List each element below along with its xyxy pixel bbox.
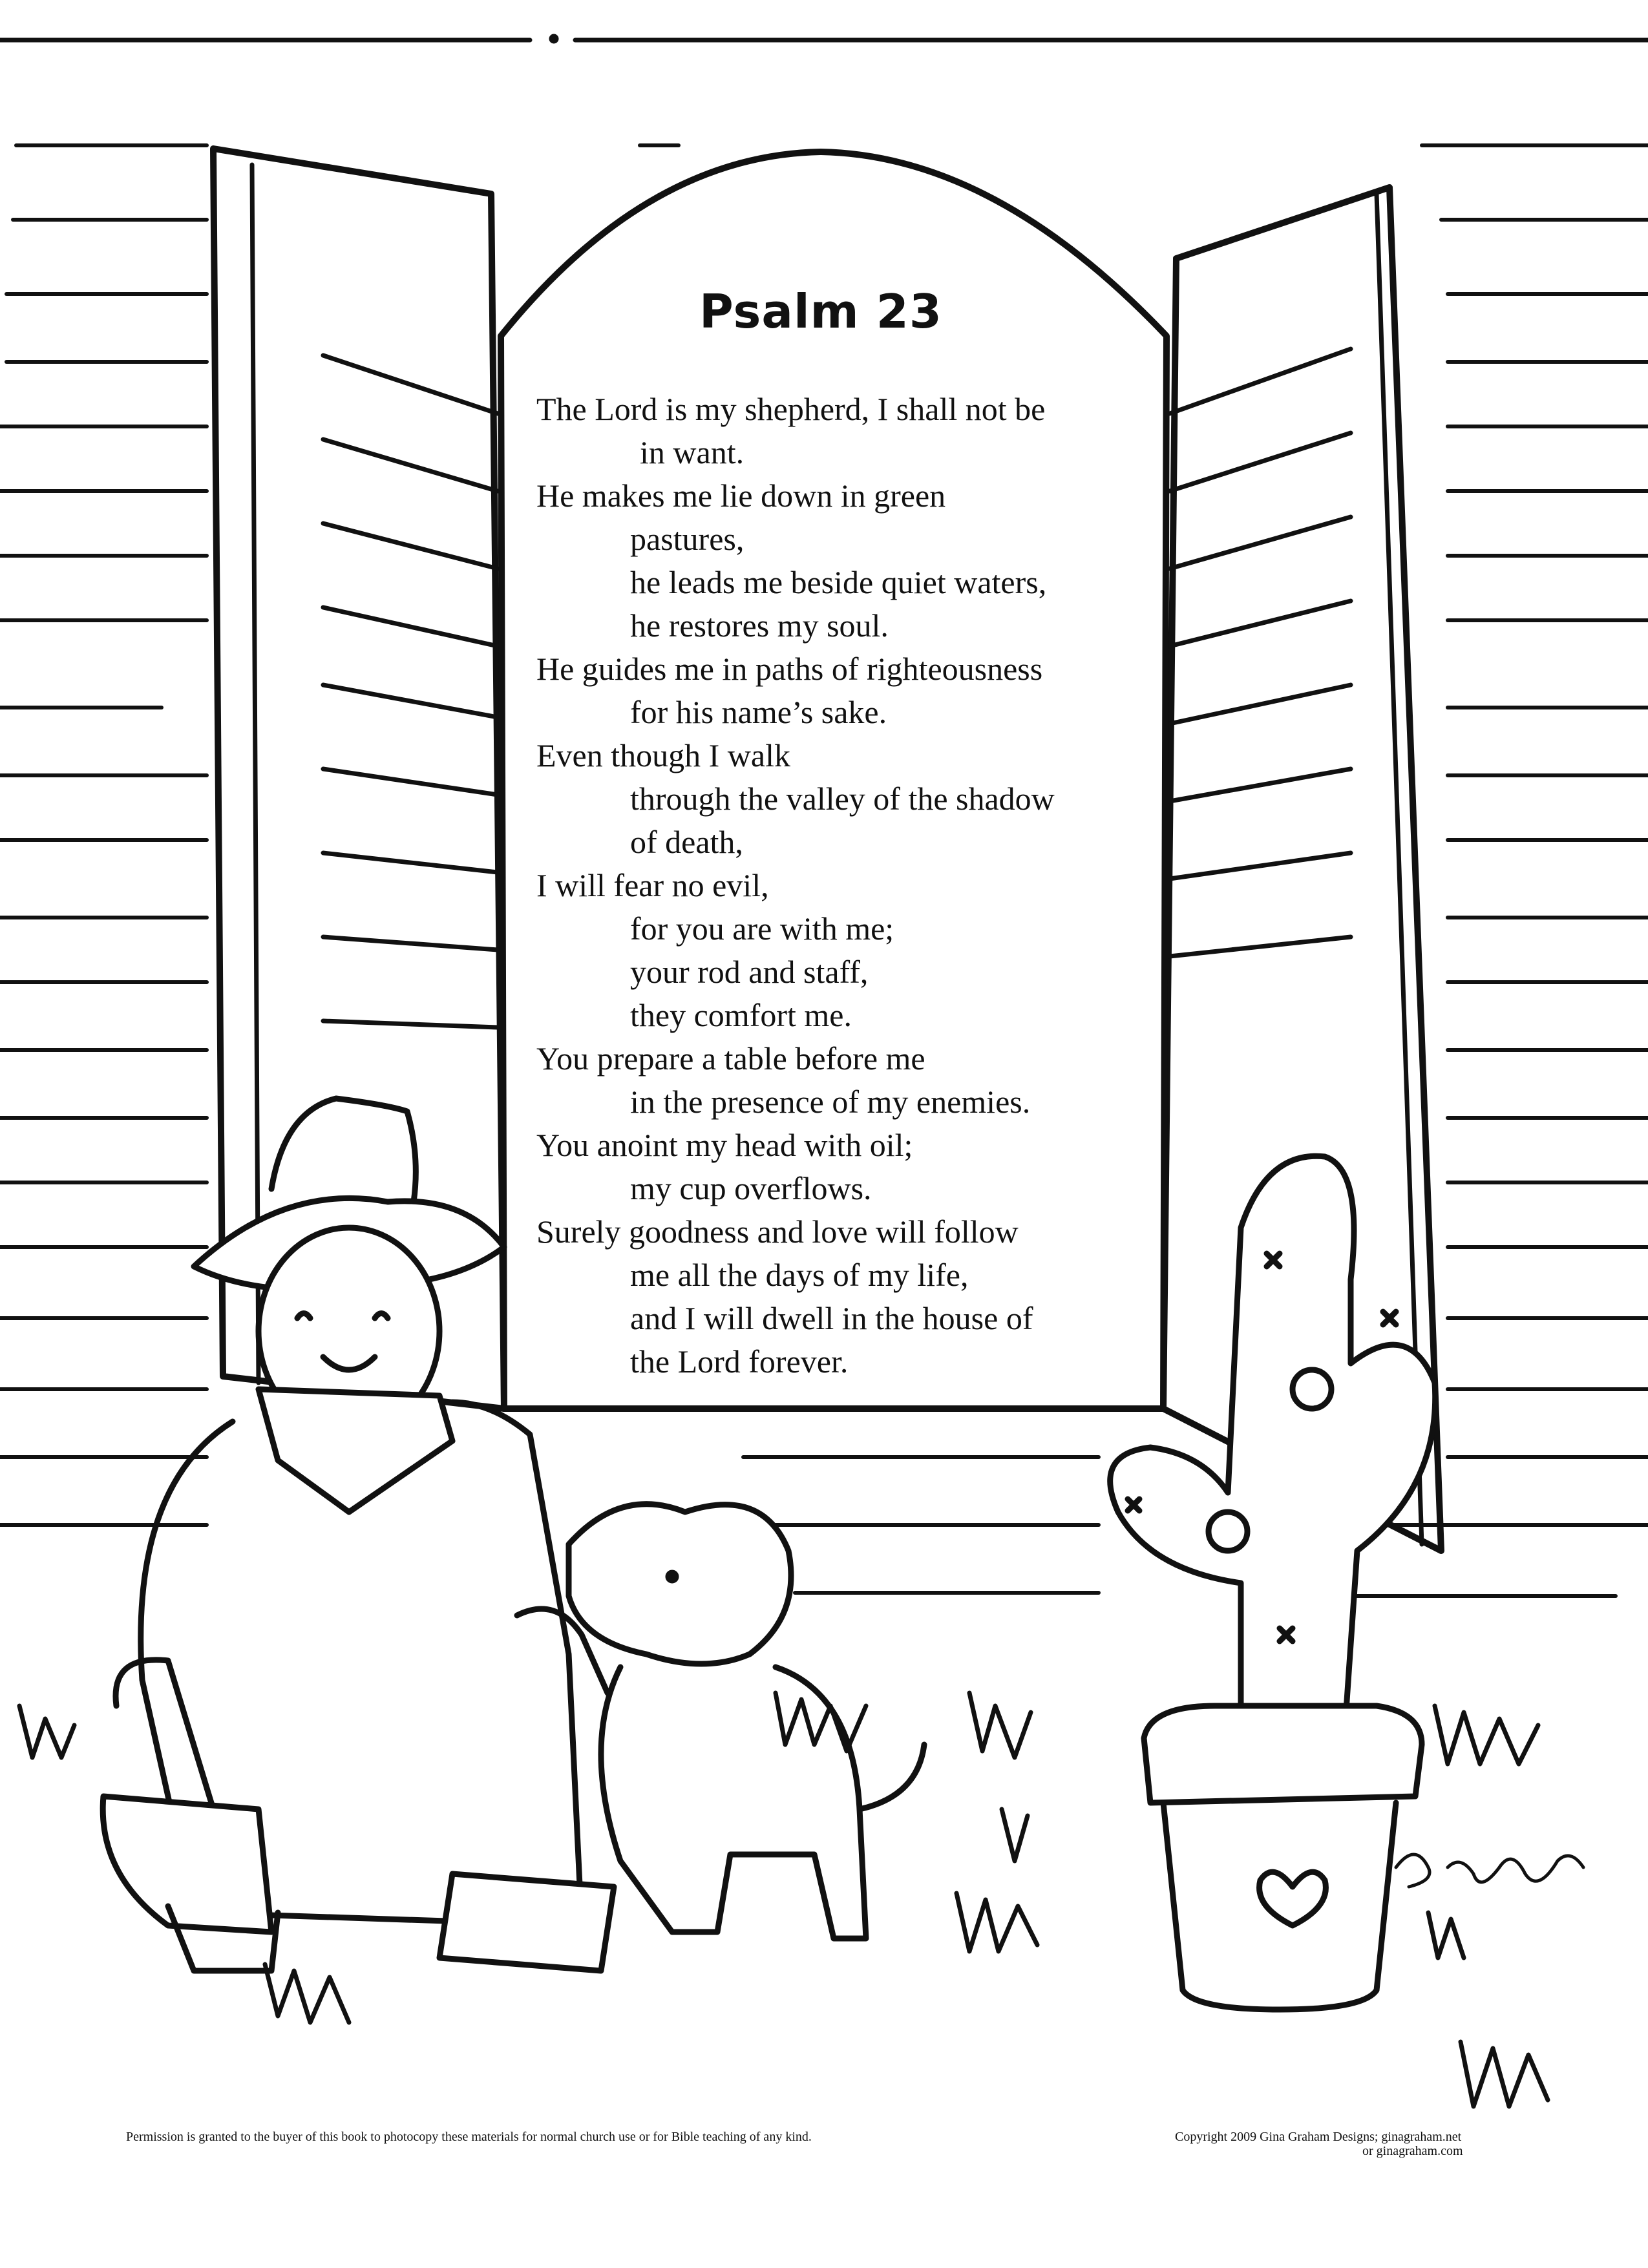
psalm-line: he leads me beside quiet waters, [630, 564, 1047, 600]
psalm-line: He makes me lie down in green [536, 478, 946, 514]
psalm-line: You anoint my head with oil; [536, 1127, 913, 1163]
psalm-line: for his name’s sake. [630, 694, 887, 730]
psalm-line: and I will dwell in the house of [630, 1300, 1033, 1336]
psalm-line: they comfort me. [630, 997, 852, 1033]
psalm-line: in want. [640, 434, 745, 470]
psalm-line: He guides me in paths of righteousness [536, 651, 1043, 687]
psalm-text [536, 388, 1170, 1383]
top-border-line [0, 36, 1648, 41]
psalm-line: the Lord forever. [630, 1343, 849, 1380]
psalm-line: You prepare a table before me [536, 1040, 925, 1076]
psalm-line: The Lord is my shepherd, I shall not be [536, 391, 1046, 427]
psalm-line: Surely goodness and love will follow [536, 1213, 1019, 1250]
psalm-line: he restores my soul. [630, 607, 889, 644]
copyright-line: Copyright 2009 Gina Graham Designs; ginagraham.net [1175, 2130, 1462, 2144]
flower-pot [1144, 1706, 1422, 2010]
psalm-line: in the presence of my enemies. [630, 1084, 1031, 1120]
psalm-line: Even though I walk [536, 737, 790, 773]
psalm-line: for you are with me; [630, 910, 894, 947]
permission-notice: Permission is granted to the buyer of this book to photocopy these materials for normal church use or for Bible teaching of any kind. [126, 2130, 812, 2144]
psalm-line: through the valley of the shadow [630, 781, 1055, 817]
psalm-line: my cup overflows. [630, 1170, 872, 1206]
copyright-notice [1175, 2130, 1463, 2158]
psalm-line: me all the days of my life, [630, 1257, 969, 1293]
psalm-line: of death, [630, 824, 743, 860]
psalm-line: I will fear no evil, [536, 867, 769, 903]
psalm-line: pastures, [630, 521, 745, 557]
artist-signature [1396, 1854, 1583, 1887]
copyright-line: or ginagraham.com [1362, 2144, 1463, 2158]
page-title: Psalm 23 [699, 284, 942, 339]
psalm-line: your rod and staff, [630, 954, 869, 990]
